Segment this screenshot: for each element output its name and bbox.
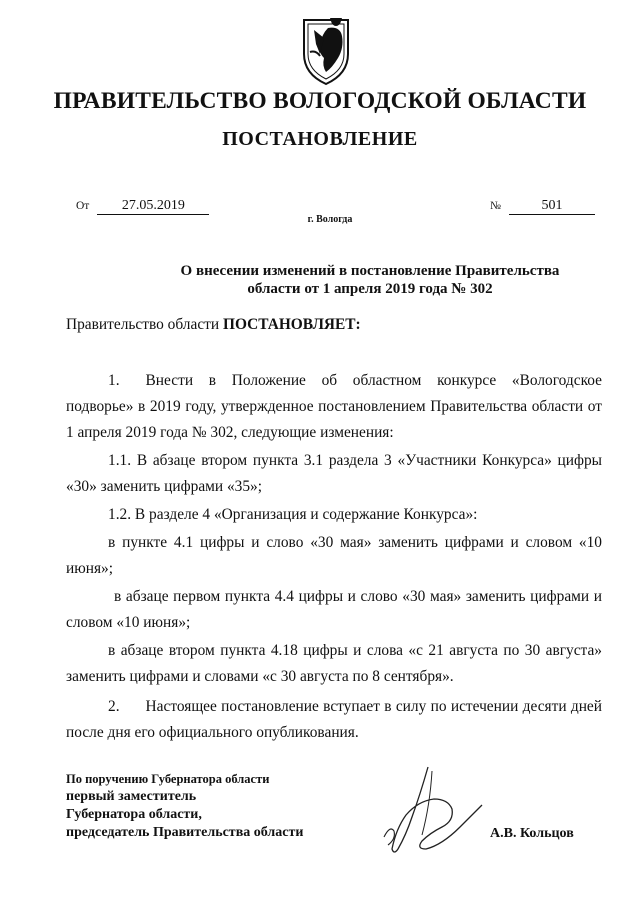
- subparagraph-1-2-c: в абзаце втором пункта 4.18 цифры и слова «с 21 августа по 30 августа» заменить цифрами и словами «с 30 августа по 8 сентября».: [66, 642, 602, 685]
- subparagraph-1-2-b: в абзаце первом пункта 4.4 цифры и слово «30 мая» заменить цифрами и словом «10 июня»;: [66, 588, 602, 631]
- paragraph-1: [66, 368, 602, 446]
- paragraph-2: [66, 694, 602, 746]
- preamble: [66, 316, 361, 334]
- signatory-line-1: По поручению Губернатора области: [66, 772, 270, 786]
- signatory-name: А.В. Кольцов: [490, 826, 574, 841]
- signatory-line-3: Губернатора области,: [66, 807, 202, 822]
- signatory-line-2: первый заместитель: [66, 789, 197, 804]
- number-prefix: №: [490, 200, 501, 212]
- document-body: [66, 368, 602, 746]
- document-number: 501: [509, 198, 595, 215]
- subparagraph-1-2: 1.2. В разделе 4 «Организация и содержание Конкурса»:: [108, 506, 478, 523]
- date-prefix: От: [76, 200, 90, 212]
- signatory-line-4: председатель Правительства области: [66, 825, 304, 840]
- subject-line-1: О внесении изменений в постановление Правительства: [180, 263, 560, 279]
- paragraph-1-text: Внести в Положение об областном конкурсе «Вологодское подворье» в 2019 году, утвержденное постановлением Правительства области от 1 апреля 2019 года № 302, следующие изменения:: [66, 372, 602, 441]
- document-type: ПОСТАНОВЛЕНИЕ: [222, 128, 418, 150]
- document-subject: [150, 262, 590, 298]
- preamble-bold: ПОСТАНОВЛЯЕТ:: [222, 316, 361, 333]
- document-date: 27.05.2019: [97, 198, 209, 215]
- paragraph-2-number: 2.: [108, 698, 120, 715]
- subject-line-2: области от 1 апреля 2019 года № 302: [247, 281, 493, 297]
- preamble-text: Правительство области: [66, 316, 223, 333]
- subparagraph-1-2-a: в пункте 4.1 цифры и слово «30 мая» заменить цифрами и словом «10 июня»;: [66, 534, 602, 577]
- coat-of-arms-emblem: [296, 14, 356, 86]
- city-label: г. Вологда: [307, 214, 353, 225]
- subparagraph-1-1: 1.1. В абзаце втором пункта 3.1 раздела 3 «Участники Конкурса» цифры «30» заменить цифрами «35»;: [66, 452, 602, 495]
- paragraph-1-number: 1.: [108, 372, 120, 389]
- handwritten-signature: [372, 765, 492, 857]
- government-title: ПРАВИТЕЛЬСТВО ВОЛОГОДСКОЙ ОБЛАСТИ: [53, 88, 587, 114]
- signatory-block: [66, 770, 303, 842]
- number-block: [490, 196, 595, 215]
- date-block: [76, 196, 209, 215]
- paragraph-2-text: Настоящее постановление вступает в силу по истечении десяти дней после дня его официального опубликования.: [66, 698, 602, 741]
